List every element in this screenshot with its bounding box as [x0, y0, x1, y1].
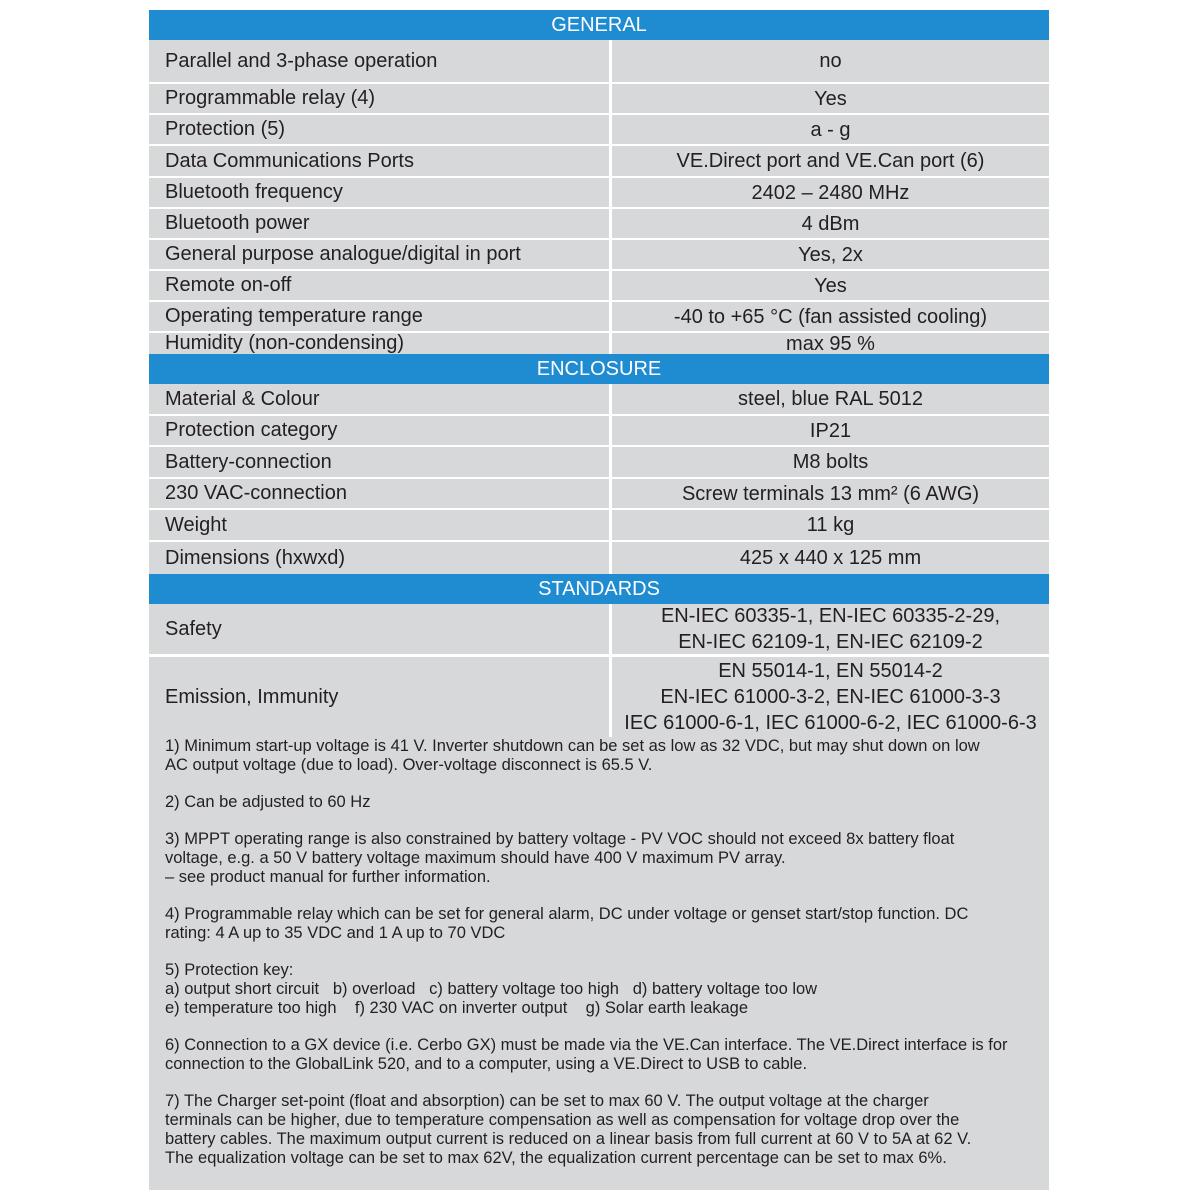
spec-row [149, 604, 1049, 654]
spec-label: Operating temperature range [165, 305, 423, 327]
spec-value: 2402 – 2480 MHz [751, 181, 910, 204]
spec-row [149, 240, 1049, 269]
footnote-6 [165, 1036, 1045, 1074]
spec-value: 4 dBm [801, 212, 860, 235]
footnote-line: a) output short circuit b) overload c) battery voltage too high d) battery voltage too low [165, 980, 818, 998]
section-header-standards: STANDARDS [149, 574, 1049, 604]
spec-value: Yes, 2x [798, 243, 863, 266]
spec-value: max 95 % [786, 332, 875, 355]
spec-value: IP21 [809, 419, 852, 442]
footnote-3 [165, 830, 1045, 887]
spec-row [149, 40, 1049, 82]
spec-label: Protection (5) [165, 118, 286, 140]
footnote-7 [165, 1092, 1045, 1168]
spec-label: Remote on-off [165, 274, 292, 296]
spec-label: Weight [165, 513, 227, 536]
spec-value [612, 657, 1049, 737]
spec-value: 425 x 440 x 125 mm [739, 547, 922, 569]
footnote-2 [165, 793, 1045, 812]
spec-row [149, 384, 1049, 414]
spec-value-line: EN-IEC 62109-1, EN-IEC 62109-2 [678, 631, 983, 653]
spec-value: VE.Direct port and VE.Can port (6) [676, 150, 985, 172]
section-header-general: GENERAL [149, 10, 1049, 40]
footnote-line: The equalization voltage can be set to max 62V, the equalization current percentage can be set to max 6%. [165, 1149, 947, 1167]
spec-row [149, 209, 1049, 238]
footnote-line: battery cables. The maximum output current is reduced on a linear basis from full current at 60 V to 5A at 62 V. [165, 1130, 972, 1148]
footnote-line: 3) MPPT operating range is also constrained by battery voltage - PV VOC should not exceed 8x battery float [165, 830, 955, 848]
footnote-5 [165, 961, 1045, 1018]
spec-label: Humidity (non-condensing) [165, 332, 405, 354]
spec-row [149, 447, 1049, 477]
spec-label: Material & Colour [165, 387, 320, 410]
spec-row [149, 115, 1049, 144]
spec-sheet [149, 10, 1049, 1190]
spec-row [149, 178, 1049, 207]
spec-value: Yes [814, 87, 847, 110]
spec-value [612, 604, 1049, 654]
spec-row [149, 333, 1049, 354]
footnote-4 [165, 905, 1045, 943]
spec-value-line: EN-IEC 61000-3-2, EN-IEC 61000-3-3 [660, 686, 1001, 708]
footnote-line: terminals can be higher, due to temperature compensation as well as compensation for voltage drop over the [165, 1111, 960, 1129]
spec-value: a - g [810, 118, 851, 141]
spec-value: no [819, 50, 842, 72]
spec-label: Dimensions (hxwxd) [165, 546, 346, 569]
spec-row [149, 542, 1049, 574]
spec-value: Yes [814, 274, 847, 297]
spec-row [149, 84, 1049, 113]
spec-label: Bluetooth power [165, 212, 310, 234]
spec-label: 230 VAC-connection [165, 482, 347, 504]
spec-value: 11 kg [806, 514, 855, 536]
spec-label: Bluetooth frequency [165, 181, 343, 203]
spec-value-line: IEC 61000-6-1, IEC 61000-6-2, IEC 61000-6-3 [624, 712, 1037, 734]
footnote-line: voltage, e.g. a 50 V battery voltage maximum should have 400 V maximum PV array. [165, 849, 786, 867]
footnote-line: AC output voltage (due to load). Over-voltage disconnect is 65.5 V. [165, 756, 653, 774]
footnote-line: 7) The Charger set-point (float and absorption) can be set to max 60 V. The output voltage at the charger [165, 1092, 929, 1110]
spec-label: Programmable relay (4) [165, 87, 376, 109]
spec-label: General purpose analogue/digital in port [165, 243, 521, 265]
spec-label: Battery-connection [165, 450, 332, 473]
footnote-line: 5) Protection key: [165, 961, 294, 979]
spec-row [149, 657, 1049, 737]
spec-value-line: EN 55014-1, EN 55014-2 [718, 660, 943, 682]
footnote-line: 6) Connection to a GX device (i.e. Cerbo GX) must be made via the VE.Can interface. The VE.Direct interface is for [165, 1036, 1008, 1054]
footnote-1 [165, 737, 1045, 775]
spec-label: Safety [165, 617, 222, 640]
footnote-line: connection to the GlobalLink 520, and to a computer, using a VE.Direct to USB to cable. [165, 1055, 808, 1073]
spec-value: M8 bolts [792, 451, 869, 473]
spec-row [149, 510, 1049, 540]
spec-value-line: EN-IEC 60335-1, EN-IEC 60335-2-29, [660, 605, 1001, 627]
spec-value: steel, blue RAL 5012 [738, 388, 923, 410]
spec-label: Data Communications Ports [165, 149, 414, 172]
footnote-line: e) temperature too high f) 230 VAC on inverter output g) Solar earth leakage [165, 999, 749, 1017]
column-divider [609, 40, 612, 354]
section-header-enclosure: ENCLOSURE [149, 354, 1049, 384]
footnote-line: – see product manual for further information. [165, 868, 491, 886]
spec-row [149, 146, 1049, 176]
spec-row [149, 302, 1049, 331]
spec-row [149, 271, 1049, 300]
footnote-line: 1) Minimum start-up voltage is 41 V. Inverter shutdown can be set as low as 32 VDC, but may shut down on low [165, 737, 980, 755]
spec-row [149, 479, 1049, 508]
spec-value: -40 to +65 °C (fan assisted cooling) [673, 305, 988, 328]
footnote-line: 2) Can be adjusted to 60 Hz [165, 793, 371, 811]
footnote-line: rating: 4 A up to 35 VDC and 1 A up to 70 VDC [165, 924, 506, 942]
spec-label: Protection category [165, 419, 338, 441]
spec-label: Emission, Immunity [165, 685, 339, 708]
footnote-line: 4) Programmable relay which can be set for general alarm, DC under voltage or genset start/stop function. DC [165, 905, 969, 923]
column-divider [609, 384, 612, 574]
footnotes [165, 737, 1045, 1186]
spec-row [149, 416, 1049, 445]
spec-label: Parallel and 3-phase operation [165, 49, 438, 72]
spec-value: Screw terminals 13 mm² (6 AWG) [681, 482, 980, 505]
column-divider [609, 604, 612, 737]
